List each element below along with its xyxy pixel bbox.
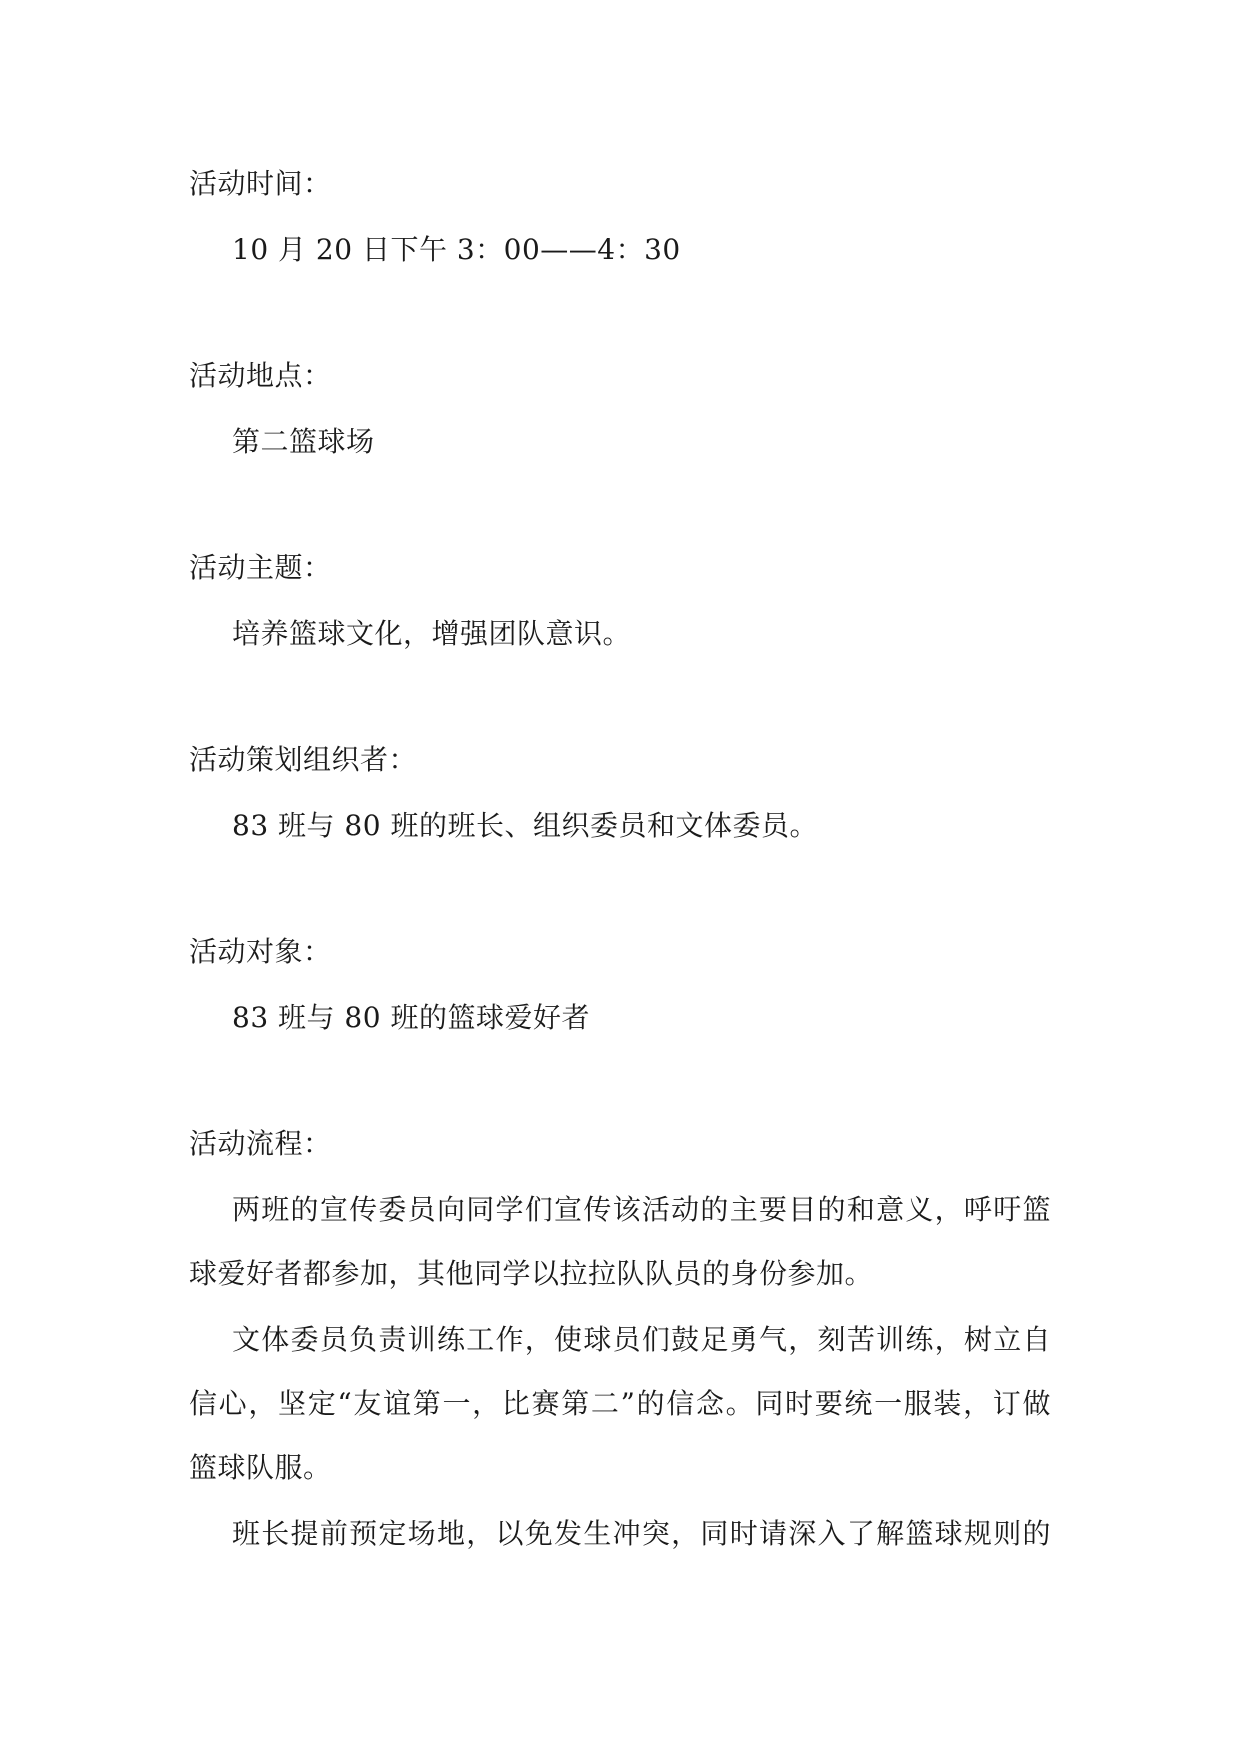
- process-paragraph-3-line-1: 班长提前预定场地，以免发生冲突，同时请深入了解篮球规则的: [232, 1517, 1051, 1550]
- section-content-theme: 培养篮球文化，增强团队意识。: [232, 617, 632, 650]
- section-heading-audience: 活动对象：: [189, 935, 332, 968]
- section-content-location: 第二篮球场: [232, 425, 375, 458]
- section-content-audience: 83 班与 80 班的篮球爱好者: [232, 1001, 590, 1034]
- process-paragraph-2-line-2: 信心，坚定“友谊第一，比赛第二”的信念。同时要统一服装，订做: [189, 1387, 1051, 1420]
- section-content-time: 10 月 20 日下午 3：00——4：30: [232, 233, 681, 266]
- section-content-organizers: 83 班与 80 班的班长、组织委员和文体委员。: [232, 809, 818, 842]
- section-heading-organizers: 活动策划组织者：: [189, 743, 418, 776]
- process-paragraph-1-line-1: 两班的宣传委员向同学们宣传该活动的主要目的和意义，呼吁篮: [232, 1193, 1051, 1226]
- section-heading-location: 活动地点：: [189, 359, 332, 392]
- section-heading-theme: 活动主题：: [189, 551, 332, 584]
- process-paragraph-2-line-3: 篮球队服。: [189, 1451, 332, 1484]
- section-heading-time: 活动时间：: [189, 167, 332, 200]
- section-heading-process: 活动流程：: [189, 1127, 332, 1160]
- process-paragraph-1-line-2: 球爱好者都参加，其他同学以拉拉队队员的身份参加。: [189, 1257, 874, 1290]
- process-paragraph-2-line-1: 文体委员负责训练工作，使球员们鼓足勇气，刻苦训练，树立自: [232, 1323, 1051, 1356]
